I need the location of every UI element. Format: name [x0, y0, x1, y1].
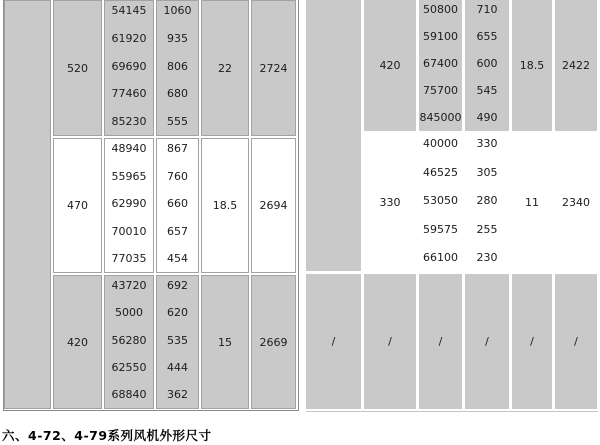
values-b-cell [156, 275, 199, 409]
cell-value: 62990 [111, 197, 147, 210]
cell-value: 1060 [163, 4, 192, 17]
cell-value: 330 [476, 137, 498, 150]
cell-value: 845000 [419, 111, 462, 124]
cell-value: 692 [167, 279, 188, 292]
row-label-cell: 420 [53, 275, 102, 409]
cell-value: 535 [167, 333, 188, 347]
right-data-table [306, 0, 598, 412]
cell-value: 75700 [423, 84, 458, 97]
cell-value: 67400 [423, 57, 458, 70]
cell-value: 280 [476, 194, 498, 207]
cell-value: 61920 [111, 31, 147, 45]
cell-value: 680 [167, 87, 188, 101]
values-a-cell [104, 0, 154, 136]
values-a-cell [419, 134, 462, 271]
slash-cell: / [306, 274, 361, 409]
cell-value: 85230 [111, 115, 147, 128]
cell-value: 660 [167, 197, 188, 210]
cell-value: 54145 [111, 4, 147, 17]
values-a-cell [419, 0, 462, 131]
single-b-cell: 2694 [251, 138, 296, 273]
left-data-table [3, 0, 299, 411]
row-label-cell: 470 [53, 138, 102, 273]
slash-cell: / [419, 274, 462, 409]
merged-first-column-cell [306, 0, 361, 271]
cell-value: 710 [476, 3, 498, 16]
cell-value: 40000 [423, 137, 458, 150]
row-label-cell: 420 [364, 0, 416, 131]
values-a-cell [104, 138, 154, 273]
slash-cell: / [512, 274, 552, 409]
single-b-cell: 2422 [555, 0, 597, 131]
cell-value: 70010 [111, 224, 147, 238]
slash-cell: / [465, 274, 509, 409]
single-b-cell: 2669 [251, 275, 296, 409]
cell-value: 490 [476, 111, 498, 124]
cell-value: 305 [476, 165, 498, 179]
cell-value: 77035 [111, 252, 147, 265]
cell-value: 657 [167, 224, 188, 238]
row-label-cell: 520 [53, 0, 102, 136]
cell-value: 555 [167, 115, 188, 128]
cell-value: 255 [476, 222, 498, 236]
values-b-cell [465, 134, 509, 271]
cell-value: 600 [476, 57, 498, 70]
cell-value: 62550 [111, 360, 147, 374]
values-b-cell [156, 0, 199, 136]
single-a-cell: 11 [512, 134, 552, 271]
slash-cell: / [555, 274, 597, 409]
cell-value: 655 [476, 30, 498, 43]
single-a-cell: 18.5 [201, 138, 249, 273]
cell-value: 56280 [111, 333, 147, 347]
cell-value: 55965 [111, 169, 147, 183]
single-b-cell: 2340 [555, 134, 597, 271]
cell-value: 53050 [423, 194, 458, 207]
cell-value: 230 [476, 251, 498, 264]
cell-value: 59100 [423, 30, 458, 43]
single-a-cell: 18.5 [512, 0, 552, 131]
cell-value: 46525 [423, 165, 458, 179]
values-b-cell [465, 0, 509, 131]
cell-value: 68840 [111, 388, 147, 401]
cell-value: 545 [476, 84, 498, 97]
single-b-cell: 2724 [251, 0, 296, 136]
cell-value: 66100 [423, 251, 458, 264]
cell-value: 444 [167, 360, 188, 374]
cell-value: 5000 [115, 306, 143, 320]
cell-value: 935 [167, 31, 188, 45]
cell-value: 454 [167, 252, 188, 265]
values-b-cell [156, 138, 199, 273]
cell-value: 620 [167, 306, 188, 320]
cell-value: 50800 [423, 3, 458, 16]
cell-value: 362 [167, 388, 188, 401]
cell-value: 760 [167, 169, 188, 183]
cell-value: 48940 [111, 142, 147, 155]
values-a-cell [104, 275, 154, 409]
row-label-cell: 330 [364, 134, 416, 271]
cell-value: 69690 [111, 59, 147, 73]
section-heading: 六、4-72、4-79系列风机外形尺寸 [2, 428, 212, 443]
cell-value: 867 [167, 142, 188, 155]
slash-cell: / [364, 274, 416, 409]
single-a-cell: 22 [201, 0, 249, 136]
cell-value: 806 [167, 59, 188, 73]
cell-value: 77460 [111, 87, 147, 101]
cell-value: 43720 [111, 279, 147, 292]
single-a-cell: 15 [201, 275, 249, 409]
merged-first-column-cell [4, 0, 51, 409]
cell-value: 59575 [423, 222, 458, 236]
